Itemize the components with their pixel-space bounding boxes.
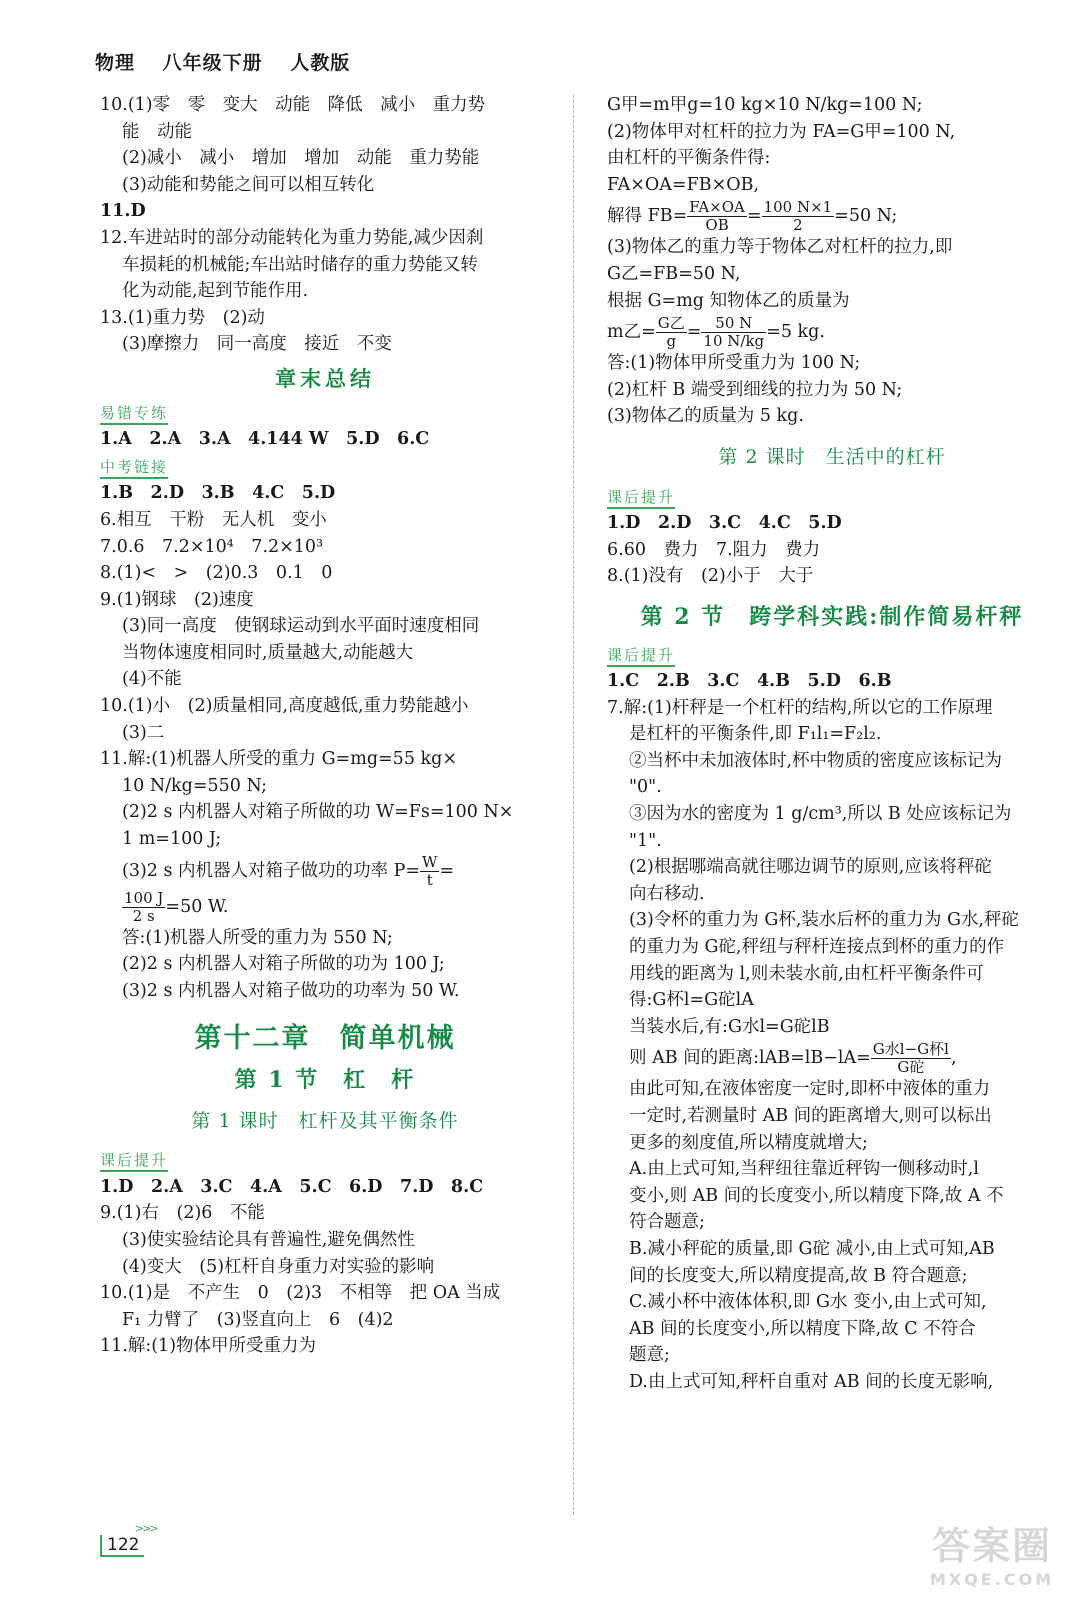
answer-line: 1 m=100 J;	[122, 829, 222, 850]
answer-line: 9.(1)钢球 (2)速度	[100, 589, 254, 610]
answer-line: 一定时,若测量时 AB 间的距离增大,则可以标出	[629, 1106, 992, 1126]
page-number: 122	[100, 1535, 144, 1557]
answer-line: (3)二	[122, 722, 165, 743]
answer-line: (3)令杯的重力为 G杯,装水后杯的重力为 G水,秤砣	[629, 910, 1019, 931]
answer-line: (3)2 s 内机器人对箱子做功的功率为 50 W.	[122, 980, 460, 1001]
formula-text: 解得 FB=	[607, 206, 688, 227]
page-header	[95, 48, 370, 75]
answer-line: 化为动能,起到节能作用.	[122, 281, 309, 302]
answer-line: D.由上式可知,秤杆自重对 AB 间的长度无影响,	[629, 1371, 994, 1392]
answer-line: 答:(1)机器人所受的重力为 550 N;	[122, 927, 393, 948]
answer-line: (2)物体甲对杠杆的拉力为 FA=G甲=100 N,	[607, 121, 956, 142]
section-tag-zhongkao: 中考链接	[100, 457, 168, 479]
answer-line: 车损耗的机械能;车出站时储存的重力势能又转	[122, 254, 478, 275]
chapter-title: 第十二章 简单机械	[194, 1023, 456, 1055]
answer-line: 6.相互 干粉 无人机 变小	[100, 509, 327, 530]
answer-line: 由此可知,在液体密度一定时,即杯中液体的重力	[629, 1079, 991, 1100]
answer-line: 8.(1)没有 (2)小于 大于	[607, 566, 814, 587]
answer-line: (3)物体乙的重力等于物体乙对杠杆的拉力,即	[607, 237, 953, 258]
answer-line: (2)减小 减小 增加 增加 动能 重力势能	[122, 148, 480, 169]
page-arrow-icon: >>>	[135, 1522, 157, 1535]
answer-line: 间的长度变大,所以精度提高,故 B 符合题意;	[629, 1265, 968, 1286]
right-column	[607, 92, 1057, 1396]
answer-line: AB 间的长度变小,所以精度下降,故 C 不符合	[629, 1318, 976, 1339]
fraction	[687, 199, 747, 234]
answer-line: 9.(1)右 (2)6 不能	[100, 1203, 265, 1224]
denominator: G砣	[897, 1058, 925, 1077]
formula-text: m乙=	[607, 322, 656, 343]
lesson-title: 第 1 课时 杠杆及其平衡条件	[191, 1109, 459, 1132]
answer-line: C.减小杯中液体体积,即 G水 变小,由上式可知,	[629, 1292, 987, 1313]
answer-line: (2)根据哪端高就往哪边调节的原则,应该将秤砣	[629, 857, 992, 878]
fraction	[701, 315, 766, 350]
answer-line: 用线的距离为 l,则未装水前,由杠杆平衡条件可	[629, 963, 984, 984]
answer-line: 得:G杯l=G砣lA	[629, 990, 754, 1011]
section-tag-yicuo: 易错专练	[100, 403, 168, 425]
answer-line: 6.60 费力 7.阻力 费力	[607, 539, 821, 560]
formula-text: =50 N;	[834, 206, 898, 227]
answer-line: 13.(1)重力势 (2)动	[100, 307, 265, 328]
formula-text: ,	[950, 1048, 957, 1069]
formula-text: =	[746, 206, 762, 227]
answer-line: 7.0.6 7.2×10⁴ 7.2×10³	[100, 536, 324, 557]
chapter-summary-heading: 章末总结	[275, 365, 375, 391]
answer-line: 更多的刻度值,所以精度就增大;	[629, 1132, 868, 1153]
watermark-main: 答案圈	[932, 1524, 1053, 1568]
answer-line: 10.(1)小 (2)质量相同,高度越低,重力势能越小	[100, 696, 469, 717]
answer-line: 10 N/kg=550 N;	[122, 775, 268, 796]
answer-line: 当装水后,有:G水l=G砣lB	[629, 1016, 830, 1037]
formula-text: 则 AB 间的距离:lAB=lB−lA=	[629, 1048, 871, 1069]
fraction	[871, 1041, 951, 1076]
denominator: 2	[793, 216, 803, 235]
formula-text: =50 W.	[165, 896, 229, 917]
answer-line: 由杠杆的平衡条件得:	[607, 148, 771, 169]
formula-text: (3)2 s 内机器人对箱子做功的功率 P=	[122, 860, 421, 881]
section-tag-kehou: 课后提升	[607, 645, 675, 667]
lesson-title: 第 2 课时 生活中的杠杆	[718, 445, 946, 468]
answer-line: 1.D 2.D 3.C 4.C 5.D	[607, 513, 842, 534]
answer-line: (4)变大 (5)杠杆自身重力对实验的影响	[122, 1256, 435, 1277]
section-title: 第 1 节 杠 杆	[234, 1067, 416, 1093]
answer-line: (4)不能	[122, 669, 182, 690]
watermark	[930, 1515, 1054, 1589]
answer-line: 是杠杆的平衡条件,即 F₁l₁=F₂l₂.	[629, 724, 882, 745]
answer-line: 1.A 2.A 3.A 4.144 W 5.D 6.C	[100, 429, 430, 450]
formula-text: =	[686, 322, 702, 343]
watermark-sub: MXQE.COM	[930, 1570, 1055, 1589]
formula-line	[607, 314, 1057, 350]
answer-line: 答:(1)物体甲所受重力为 100 N;	[607, 353, 861, 374]
answer-line: 题意;	[629, 1345, 670, 1366]
fraction	[762, 199, 835, 234]
header-grade: 八年级下册	[162, 52, 263, 74]
answer-line: 10.(1)零 零 变大 动能 降低 减小 重力势	[100, 95, 486, 115]
left-column	[100, 92, 550, 1360]
numerator: 100 N×1	[763, 198, 833, 217]
answer-line: A.由上式可知,当秤纽往靠近秤钩一侧移动时,l	[629, 1159, 979, 1180]
answer-line: 符合题意;	[629, 1212, 705, 1233]
header-subject: 物理	[95, 52, 136, 74]
answer-line: 能 动能	[122, 121, 192, 142]
denominator: t	[426, 870, 433, 889]
column-divider	[573, 95, 574, 1515]
answer-line: G乙=FB=50 N,	[607, 263, 741, 284]
section-title: 第 2 节 跨学科实践:制作简易杆秤	[640, 603, 1024, 630]
answer-line: 向右移动.	[629, 883, 705, 904]
answer-line: 当物体速度相同时,质量越大,动能越大	[122, 642, 414, 663]
answer-line: 11.解:(1)物体甲所受重力为	[100, 1336, 317, 1357]
answer-line: B.减小秤砣的质量,即 G砣 减小,由上式可知,AB	[629, 1238, 995, 1259]
numerator: 100 J	[124, 888, 164, 907]
answer-line: ②当杯中未加液体时,杯中物质的密度应该标记为	[629, 750, 1003, 771]
answer-line: (2)杠杆 B 端受到细线的拉力为 50 N;	[607, 379, 903, 400]
answer-line: 7.解:(1)杆秤是一个杠杆的结构,所以它的工作原理	[607, 697, 993, 718]
fraction	[420, 854, 439, 889]
answer-line: 1.D 2.A 3.C 4.A 5.C 6.D 7.D 8.C	[100, 1176, 484, 1197]
fraction	[122, 890, 165, 925]
numerator: G水l−G杯l	[872, 1040, 949, 1059]
numerator: G乙	[657, 314, 685, 333]
answer-line: F₁ 力臂了 (3)竖直向上 6 (4)2	[122, 1309, 394, 1330]
denominator: 10 N/kg	[703, 332, 765, 351]
answer-line: 10.(1)是 不产生 0 (2)3 不相等 把 OA 当成	[100, 1283, 501, 1304]
answer-line: 根据 G=mg 知物体乙的质量为	[607, 290, 850, 311]
answer-line: G甲=m甲g=10 kg×10 N/kg=100 N;	[607, 95, 923, 115]
header-edition: 人教版	[290, 52, 351, 74]
answer-line: (3)动能和势能之间可以相互转化	[122, 174, 375, 195]
answer-line: (2)2 s 内机器人对箱子所做的功为 100 J;	[122, 954, 445, 975]
answer-line: (2)2 s 内机器人对箱子所做的功 W=Fs=100 N×	[122, 802, 514, 823]
answer-line: (3)使实验结论具有普遍性,避免偶然性	[122, 1229, 415, 1250]
numerator: FA×OA	[689, 198, 745, 217]
numerator: W	[422, 852, 438, 871]
formula-line	[607, 198, 1057, 234]
answer-line: (3)同一高度 使钢球运动到水平面时速度相同	[122, 616, 480, 637]
numerator: 50 N	[701, 315, 766, 333]
formula-line	[607, 1040, 1057, 1076]
formula-text: =5 kg.	[766, 322, 825, 343]
answer-line: "1".	[629, 830, 662, 851]
answer-line: (3)物体乙的质量为 5 kg.	[607, 406, 804, 427]
formula-text: =	[439, 860, 455, 881]
answer-line: 的重力为 G砣,秤纽与秤杆连接点到杯的重力的作	[629, 937, 1005, 958]
answer-line: 12.车进站时的部分动能转化为重力势能,减少因刹	[100, 227, 484, 248]
section-tag-kehou: 课后提升	[607, 487, 675, 509]
answer-line: 11.D	[100, 201, 146, 222]
answer-line: 8.(1)< > (2)0.3 0.1 0	[100, 563, 333, 584]
answer-line: 1.B 2.D 3.B 4.C 5.D	[100, 483, 336, 504]
answer-line: "0".	[629, 777, 662, 798]
denominator: g	[666, 332, 677, 351]
answer-line: (3)摩擦力 同一高度 接近 不变	[122, 334, 392, 355]
fraction	[656, 315, 687, 350]
answer-line: 变小,则 AB 间的长度变小,所以精度下降,故 A 不	[629, 1185, 1004, 1206]
section-tag-kehou: 课后提升	[100, 1150, 168, 1172]
answer-line: FA×OA=FB×OB,	[607, 174, 760, 195]
answer-line: ③因为水的密度为 1 g/cm³,所以 B 处应该标记为	[629, 804, 1012, 825]
answer-line: 1.C 2.B 3.C 4.B 5.D 6.B	[607, 671, 892, 692]
denominator: OB	[705, 216, 729, 235]
formula-line	[100, 889, 550, 925]
formula-line	[100, 853, 550, 889]
answer-line: 11.解:(1)机器人所受的重力 G=mg=55 kg×	[100, 749, 457, 770]
denominator: 2 s	[132, 906, 155, 925]
